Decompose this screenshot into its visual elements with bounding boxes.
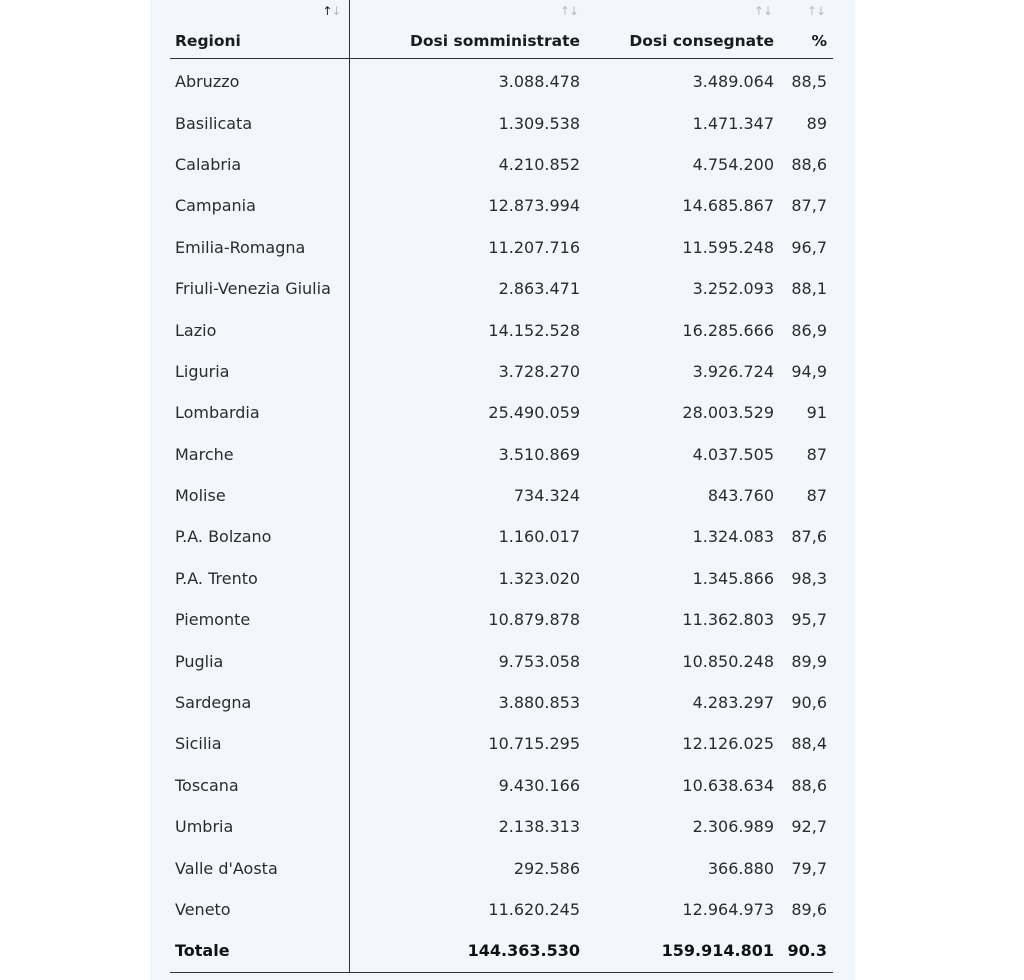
- header-label: Dosi somministrate: [410, 32, 580, 50]
- cell-region: Umbria: [170, 806, 349, 847]
- table-panel: [150, 0, 855, 980]
- cell-dosi-consegnate: 3.489.064: [692, 72, 774, 92]
- cell-percent: 87,6: [791, 527, 827, 547]
- cell-region: P.A. Bolzano: [170, 516, 349, 557]
- cell-region: Marche: [170, 434, 349, 475]
- table-row: [170, 351, 833, 392]
- cell-percent: 89,6: [791, 900, 827, 919]
- cell-percent: 87: [806, 486, 827, 506]
- cell-dosi-somministrate: 9.753.058: [498, 651, 580, 671]
- cell-dosi-somministrate: 1.160.017: [498, 527, 580, 547]
- cell-dosi-somministrate: 9.430.166: [498, 775, 580, 795]
- cell-dosi-somministrate: 292.586: [513, 858, 580, 878]
- cell-percent: 87: [806, 444, 827, 464]
- cell-dosi-somministrate: 1.309.538: [498, 113, 580, 133]
- cell-percent: 95,7: [791, 610, 827, 630]
- cell-dosi-consegnate: 14.685.867: [682, 196, 774, 216]
- total-row: [170, 930, 833, 972]
- table-row: [170, 392, 833, 433]
- cell-dosi-consegnate: 11.595.248: [682, 237, 774, 257]
- table-row: [170, 682, 833, 723]
- cell-percent: 94,9: [791, 361, 827, 381]
- cell-dosi-somministrate: 2.138.313: [498, 817, 580, 837]
- cell-region: Sardegna: [170, 682, 349, 723]
- table-row: [170, 847, 833, 888]
- cell-region: Friuli-Venezia Giulia: [170, 268, 349, 309]
- sort-arrows-icon[interactable]: ↑↓: [806, 4, 825, 18]
- cell-dosi-consegnate: 4.754.200: [692, 154, 774, 174]
- cell-dosi-somministrate: 4.210.852: [498, 154, 580, 174]
- total-dosi-consegnate: 159.914.801: [586, 930, 780, 972]
- table-row: [170, 227, 833, 268]
- sort-arrows-icon[interactable]: ↑↓: [559, 4, 578, 18]
- cell-region: Liguria: [170, 351, 349, 392]
- cell-dosi-consegnate: 3.252.093: [692, 279, 774, 299]
- cell-region: Abruzzo: [170, 59, 349, 103]
- cell-dosi-somministrate: 11.207.716: [488, 237, 580, 257]
- cell-percent: 79,7: [791, 858, 827, 878]
- cell-percent: 98,3: [791, 568, 827, 588]
- cell-region: Valle d'Aosta: [170, 847, 349, 888]
- cell-region: Toscana: [170, 765, 349, 806]
- total-dosi-somministrate: 144.363.530: [349, 930, 586, 972]
- table-row: [170, 765, 833, 806]
- table-row: [170, 144, 833, 185]
- cell-dosi-somministrate: 3.510.869: [498, 444, 580, 464]
- table-row: [170, 185, 833, 226]
- table-row: [170, 59, 833, 103]
- table-row: [170, 640, 833, 681]
- header-dosi-somministrate[interactable]: [349, 0, 586, 59]
- cell-dosi-consegnate: 843.760: [707, 486, 774, 506]
- cell-dosi-consegnate: 1.345.866: [692, 568, 774, 588]
- cell-region: Basilicata: [170, 102, 349, 143]
- sort-arrows-icon[interactable]: ↑↓: [322, 4, 341, 18]
- cell-percent: 87,7: [791, 196, 827, 216]
- cell-dosi-consegnate: 10.850.248: [682, 651, 774, 671]
- cell-percent: 91: [806, 403, 827, 423]
- cell-dosi-somministrate: 11.620.245: [488, 900, 580, 919]
- cell-dosi-somministrate: 3.880.853: [498, 693, 580, 713]
- cell-dosi-somministrate: 3.728.270: [498, 361, 580, 381]
- cell-percent: 89: [806, 113, 827, 133]
- cell-region: Campania: [170, 185, 349, 226]
- cell-dosi-consegnate: 11.362.803: [682, 610, 774, 630]
- cell-dosi-somministrate: 10.879.878: [488, 610, 580, 630]
- cell-region: Emilia-Romagna: [170, 227, 349, 268]
- cell-region: Lazio: [170, 309, 349, 350]
- cell-dosi-consegnate: 28.003.529: [682, 403, 774, 423]
- cell-region: Calabria: [170, 144, 349, 185]
- cell-dosi-consegnate: 3.926.724: [692, 361, 774, 381]
- cell-percent: 96,7: [791, 237, 827, 257]
- cell-percent: 88,6: [791, 154, 827, 174]
- cell-dosi-somministrate: 2.863.471: [498, 279, 580, 299]
- cell-dosi-consegnate: 2.306.989: [692, 817, 774, 837]
- cell-dosi-consegnate: 10.638.634: [682, 775, 774, 795]
- header-label: Dosi consegnate: [629, 32, 774, 50]
- cell-dosi-consegnate: 366.880: [707, 858, 774, 878]
- cell-dosi-consegnate: 1.324.083: [692, 527, 774, 547]
- cell-dosi-consegnate: 1.471.347: [692, 113, 774, 133]
- cell-percent: 90,6: [791, 693, 827, 713]
- table-row: [170, 434, 833, 475]
- cell-dosi-somministrate: 12.873.994: [488, 196, 580, 216]
- cell-dosi-consegnate: 12.964.973: [682, 900, 774, 919]
- table-row: [170, 309, 833, 350]
- cell-region: Veneto: [170, 889, 349, 930]
- header-label: Regioni: [175, 32, 241, 50]
- cell-percent: 88,5: [791, 72, 827, 92]
- cell-percent: 88,1: [791, 279, 827, 299]
- cell-dosi-somministrate: 14.152.528: [488, 320, 580, 340]
- header-percent[interactable]: [780, 0, 833, 59]
- cell-dosi-consegnate: 12.126.025: [682, 734, 774, 754]
- cell-dosi-somministrate: 10.715.295: [488, 734, 580, 754]
- table-row: [170, 889, 833, 930]
- cell-region: P.A. Trento: [170, 558, 349, 599]
- cell-percent: 92,7: [791, 817, 827, 837]
- cell-region: Sicilia: [170, 723, 349, 764]
- cell-region: Lombardia: [170, 392, 349, 433]
- cell-percent: 88,6: [791, 775, 827, 795]
- total-label: Totale: [170, 930, 349, 972]
- table-row: [170, 558, 833, 599]
- header-dosi-consegnate[interactable]: [586, 0, 780, 59]
- table-row: [170, 723, 833, 764]
- cell-dosi-somministrate: 25.490.059: [488, 403, 580, 423]
- table-body: [170, 59, 833, 973]
- cell-percent: 86,9: [791, 320, 827, 340]
- cell-dosi-consegnate: 4.037.505: [692, 444, 774, 464]
- table-row: [170, 516, 833, 557]
- cell-percent: 89,9: [791, 651, 827, 671]
- cell-dosi-consegnate: 16.285.666: [682, 320, 774, 340]
- cell-percent: 88,4: [791, 734, 827, 754]
- cell-region: Piemonte: [170, 599, 349, 640]
- table-row: [170, 268, 833, 309]
- header-label: %: [811, 32, 827, 50]
- cell-dosi-somministrate: 734.324: [513, 486, 580, 506]
- header-regioni[interactable]: [170, 0, 349, 59]
- cell-region: Puglia: [170, 640, 349, 681]
- sort-arrows-icon[interactable]: ↑↓: [753, 4, 772, 18]
- cell-region: Molise: [170, 475, 349, 516]
- table-row: [170, 806, 833, 847]
- cell-dosi-somministrate: 1.323.020: [498, 568, 580, 588]
- total-percent: 90.3: [780, 930, 833, 972]
- cell-dosi-somministrate: 3.088.478: [498, 72, 580, 92]
- table-row: [170, 102, 833, 143]
- table-row: [170, 475, 833, 516]
- vaccine-doses-table: [170, 0, 833, 973]
- table-header-row: [170, 0, 833, 59]
- cell-dosi-consegnate: 4.283.297: [692, 693, 774, 713]
- table-row: [170, 599, 833, 640]
